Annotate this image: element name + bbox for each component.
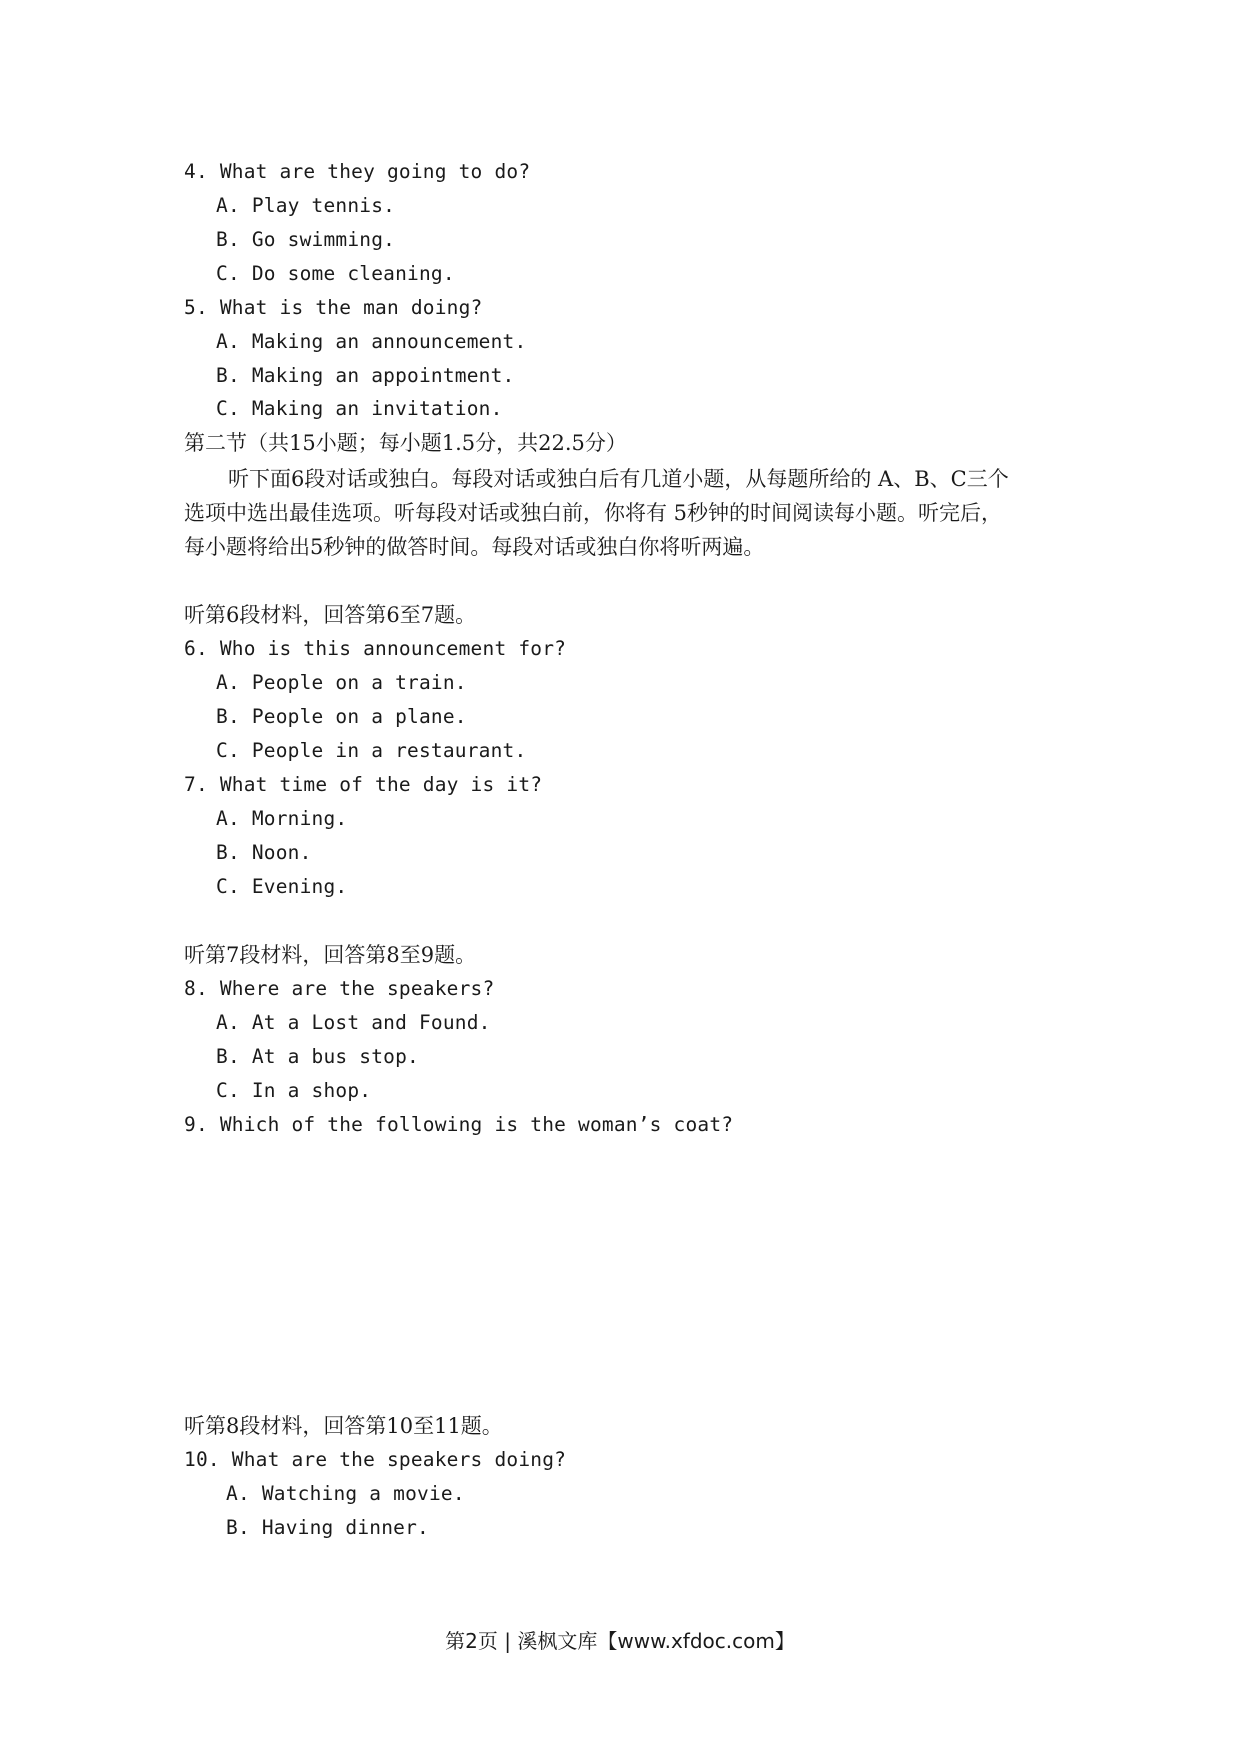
answer-option: C. Making an invitation. xyxy=(216,397,503,420)
question-text: 7. What time of the day is it? xyxy=(184,773,543,796)
question-text: 8. Where are the speakers? xyxy=(184,977,495,1000)
page-footer: 第2页 | 溪枫文库【www.xfdoc.com】 xyxy=(445,1629,795,1653)
answer-option: B. Making an appointment. xyxy=(216,364,515,387)
answer-option: A. Play tennis. xyxy=(216,194,396,217)
answer-option: C. In a shop. xyxy=(216,1079,372,1102)
answer-option: B. Noon. xyxy=(216,841,312,864)
answer-option: C. Do some cleaning. xyxy=(216,262,455,285)
answer-option: B. Go swimming. xyxy=(216,228,396,251)
answer-option: A. At a Lost and Found. xyxy=(216,1011,491,1034)
question-text: 6. Who is this announcement for? xyxy=(184,637,567,660)
answer-option: C. People in a restaurant. xyxy=(216,739,527,762)
answer-option: C. Evening. xyxy=(216,875,348,898)
instruction-paragraph: 每小题将给出5秒钟的做答时间。每段对话或独白你将听两遍。 xyxy=(184,535,765,559)
instruction-paragraph: 听下面6段对话或独白。每段对话或独白后有几道小题，从每题所给的 A、B、C三个 xyxy=(228,467,1009,491)
section-heading: 听第6段材料，回答第6至7题。 xyxy=(184,603,477,627)
question-text: 5. What is the man doing? xyxy=(184,296,483,319)
question-text: 10. What are the speakers doing? xyxy=(184,1448,567,1471)
answer-option: A. People on a train. xyxy=(216,671,467,694)
section-heading: 听第8段材料，回答第10至11题。 xyxy=(184,1414,503,1438)
answer-option: A. Morning. xyxy=(216,807,348,830)
section-heading: 第二节（共15小题；每小题1.5分，共22.5分） xyxy=(184,431,627,455)
question-text: 4. What are they going to do? xyxy=(184,160,531,183)
question-text: 9. Which of the following is the woman’s coat? xyxy=(184,1113,734,1136)
answer-option: B. Having dinner. xyxy=(226,1516,429,1539)
section-heading: 听第7段材料，回答第8至9题。 xyxy=(184,943,477,967)
answer-option: A. Watching a movie. xyxy=(226,1482,465,1505)
answer-option: B. People on a plane. xyxy=(216,705,467,728)
answer-option: A. Making an announcement. xyxy=(216,330,527,353)
answer-option: B. At a bus stop. xyxy=(216,1045,419,1068)
instruction-paragraph: 选项中选出最佳选项。听每段对话或独白前，你将有 5秒钟的时间阅读每小题。听完后， xyxy=(184,501,1003,525)
